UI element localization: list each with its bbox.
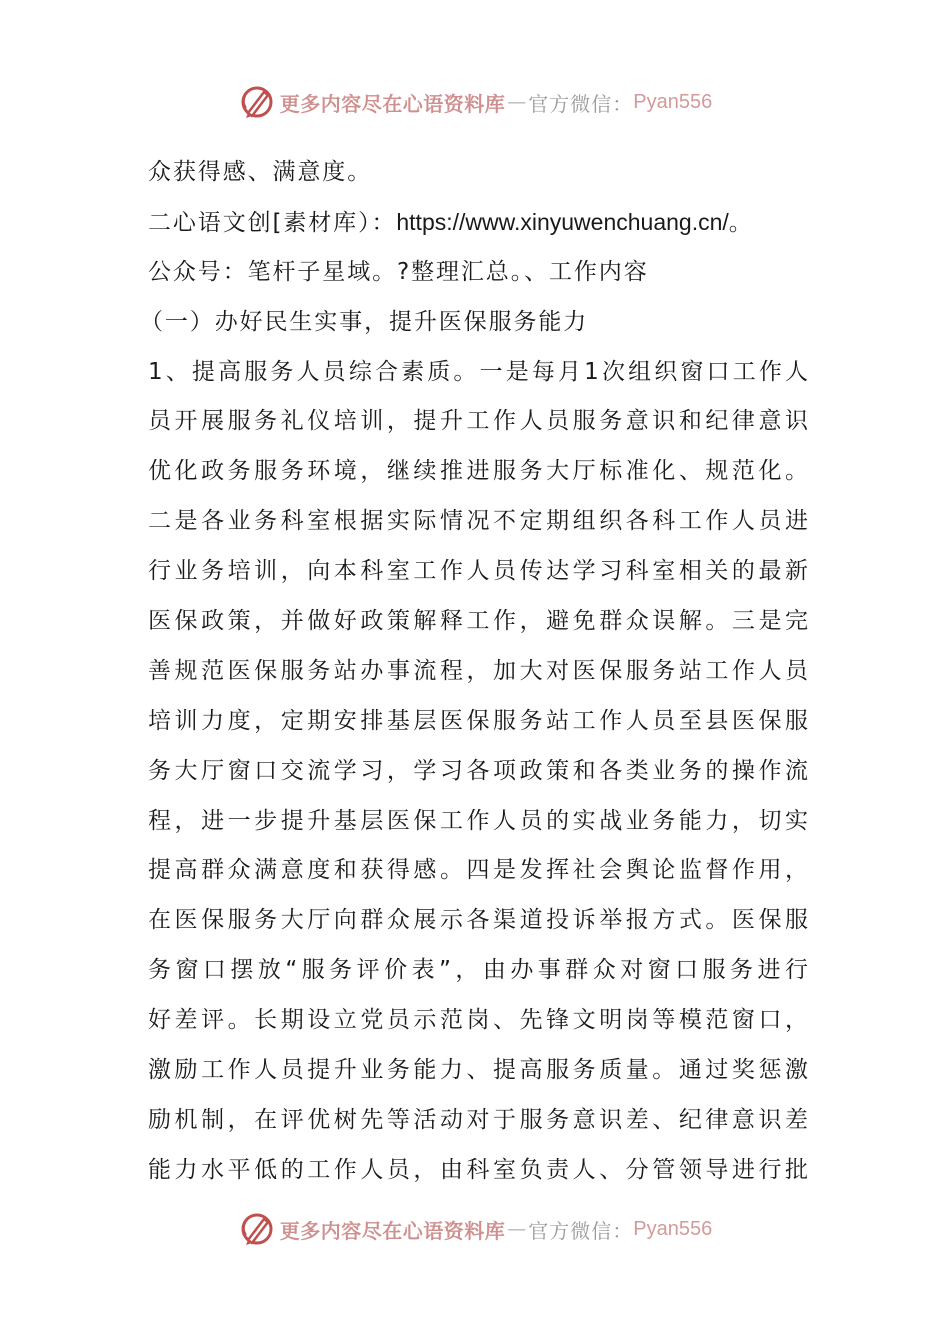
- paragraph-line: 行业务培训，向本科室工作人员传达学习科室相关的最新: [148, 558, 808, 585]
- source-suffix: 。: [728, 209, 754, 236]
- paragraph-line: 提高群众满意度和获得感。四是发挥社会舆论监督作用，: [148, 857, 808, 884]
- source-label: 二心语文创[素材库）：: [148, 209, 397, 236]
- paragraph-line: 程，进一步提升基层医保工作人员的实战业务能力，切实: [148, 807, 808, 834]
- paragraph-line: 优化政务服务环境，继续推进服务大厅标准化、规范化。: [148, 458, 808, 485]
- paragraph-line: 务窗口摆放“服务评价表”，由办事群众对窗口服务进行: [148, 957, 808, 984]
- section-heading: （一）办好民生实事，提升医保服务能力: [140, 308, 589, 335]
- footer-wechat-label: 官方微信：: [528, 1218, 634, 1243]
- paragraph-line: 激励工作人员提升业务能力、提高服务质量。通过奖惩激: [148, 1057, 808, 1084]
- footer-wechat-id: Pyan556: [633, 1217, 713, 1240]
- header-dash: —: [507, 91, 527, 113]
- paragraph-line: 善规范医保服务站办事流程，加大对医保服务站工作人员: [148, 657, 808, 684]
- paragraph-line: 医保政策，并做好政策解释工作，避免群众误解。三是完: [148, 608, 808, 635]
- paragraph-line: 务大厅窗口交流学习，学习各项政策和各类业务的操作流: [148, 757, 808, 784]
- paragraph-line: 培训力度，定期安排基层医保服务站工作人员至县医保服: [148, 707, 808, 734]
- footer-banner: [0, 1207, 950, 1251]
- header-site-name: 更多内容尽在心语资料库: [279, 91, 506, 116]
- body-line-3: 公众号：笔杆子星域。?整理汇总。、工作内容: [148, 258, 649, 285]
- pen-logo-icon: [238, 83, 276, 121]
- header-banner: [0, 80, 950, 124]
- body-line-2: [148, 198, 808, 248]
- source-url-link[interactable]: https://www.xinyuwenchuang.cn/: [396, 208, 729, 235]
- header-wechat-id: Pyan556: [633, 90, 713, 113]
- footer-dash: —: [507, 1218, 527, 1240]
- document-body: [140, 148, 808, 1196]
- pen-logo-icon: [238, 1210, 276, 1248]
- paragraph-line: 在医保服务大厅向群众展示各渠道投诉举报方式。医保服: [148, 907, 808, 934]
- paragraph-line: 励机制，在评优树先等活动对于服务意识差、纪律意识差: [148, 1106, 808, 1133]
- paragraph-line: 好差评。长期设立党员示范岗、先锋文明岗等模范窗口，: [148, 1007, 808, 1034]
- footer-site-name: 更多内容尽在心语资料库: [279, 1218, 506, 1243]
- body-line-1: 众获得感、满意度。: [148, 159, 373, 185]
- header-wechat-label: 官方微信：: [528, 91, 634, 116]
- paragraph-line: 1、提高服务人员综合素质。一是每月1次组织窗口工作人: [148, 358, 808, 385]
- paragraph-line: 员开展服务礼仪培训，提升工作人员服务意识和纪律意识: [148, 408, 808, 435]
- paragraph-line: 能力水平低的工作人员，由科室负责人、分管领导进行批: [148, 1156, 808, 1183]
- paragraph-line: 二是各业务科室根据实际情况不定期组织各科工作人员进: [148, 508, 808, 535]
